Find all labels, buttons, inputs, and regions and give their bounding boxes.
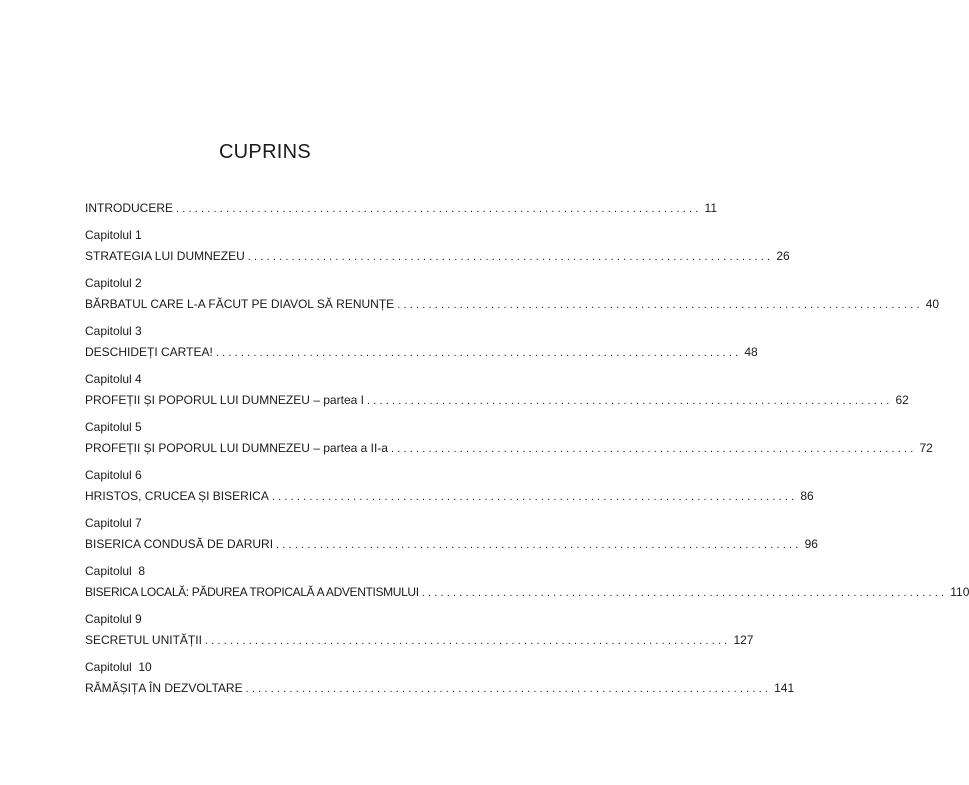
toc-entry: [85, 323, 758, 360]
entry-chapter-label: Capitolul 3: [85, 324, 142, 338]
table-of-contents: [85, 200, 969, 696]
entry-page-number: 141: [774, 681, 795, 695]
toc-entry-row: [85, 440, 933, 456]
entry-page-number: 86: [800, 489, 814, 503]
entry-page-number: 96: [804, 537, 818, 551]
entry-title: HRISTOS, CRUCEA ȘI BISERICA: [85, 489, 269, 503]
toc-entry-row: [85, 392, 909, 408]
dot-leader: ....................................................................................: [204, 635, 731, 647]
entry-chapter-label: Capitolul 9: [85, 612, 142, 626]
toc-entry: [85, 563, 969, 600]
dot-leader: ....................................................................................: [176, 203, 702, 215]
toc-entry-row: [85, 296, 940, 312]
toc-entry: [85, 419, 933, 456]
toc-entry-row: [85, 248, 790, 264]
entry-title: BISERICA LOCALĂ: PĂDUREA TROPICALĂ A ADVENTISMULUI: [85, 585, 419, 599]
dot-leader: ....................................................................................: [397, 299, 923, 311]
entry-chapter-label: Capitolul 8: [85, 564, 146, 578]
entry-page-number: 110: [950, 585, 969, 599]
dot-leader: ....................................................................................: [247, 251, 774, 263]
dot-leader: ....................................................................................: [366, 395, 893, 407]
entry-title: PROFEȚII ȘI POPORUL LUI DUMNEZEU – partea I: [85, 393, 364, 407]
entry-page-number: 72: [919, 441, 933, 455]
entry-title: BĂRBATUL CARE L-A FĂCUT PE DIAVOL SĂ RENUNȚE: [85, 297, 395, 311]
entry-page-number: 11: [704, 201, 718, 215]
toc-entry: [85, 227, 790, 264]
entry-title: DESCHIDEȚI CARTEA!: [85, 345, 213, 359]
entry-chapter-label: Capitolul 6: [85, 468, 142, 482]
entry-chapter-label: Capitolul 5: [85, 420, 142, 434]
toc-entry-row: [85, 632, 754, 648]
dot-leader: ....................................................................................: [390, 443, 917, 455]
dot-leader: ....................................................................................: [276, 539, 802, 551]
toc-entry-row: [85, 200, 718, 216]
entry-page-number: 40: [925, 297, 940, 311]
toc-entry-row: [85, 584, 969, 600]
entry-chapter-label: Capitolul 7: [85, 516, 142, 530]
dot-leader: ....................................................................................: [245, 683, 772, 695]
entry-chapter-label: Capitolul 4: [85, 372, 142, 386]
entry-title: PROFEȚII ȘI POPORUL LUI DUMNEZEU – partea a II-a: [85, 441, 388, 455]
entry-chapter-label: Capitolul 2: [85, 276, 142, 290]
dot-leader: ....................................................................................: [421, 587, 948, 599]
toc-entry: [85, 275, 940, 312]
dot-leader: ....................................................................................: [271, 491, 798, 503]
entry-page-number: 127: [733, 633, 754, 647]
toc-entry-row: [85, 680, 795, 696]
toc-entry: [85, 467, 814, 504]
page-title: CUPRINS: [218, 141, 312, 163]
toc-entry: [85, 611, 754, 648]
toc-entry-row: [85, 344, 758, 360]
entry-title: SECRETUL UNITĂȚII: [85, 633, 202, 647]
entry-title: INTRODUCERE: [85, 201, 174, 215]
dot-leader: ....................................................................................: [215, 347, 742, 359]
entry-title: STRATEGIA LUI DUMNEZEU: [85, 249, 245, 263]
toc-entry: [85, 200, 718, 216]
toc-entry-row: [85, 536, 818, 552]
toc-entry: [85, 659, 795, 696]
entry-chapter-label: Capitolul 1: [85, 228, 142, 242]
toc-entry: [85, 515, 818, 552]
toc-entry: [85, 371, 909, 408]
entry-page-number: 48: [744, 345, 758, 359]
entry-chapter-label: Capitolul 10: [85, 660, 152, 674]
entry-page-number: 26: [776, 249, 790, 263]
entry-page-number: 62: [895, 393, 909, 407]
entry-title: BISERICA CONDUSĂ DE DARURI: [85, 537, 274, 551]
toc-entry-row: [85, 488, 814, 504]
entry-title: RĂMĂȘIȚA ÎN DEZVOLTARE: [85, 681, 243, 695]
